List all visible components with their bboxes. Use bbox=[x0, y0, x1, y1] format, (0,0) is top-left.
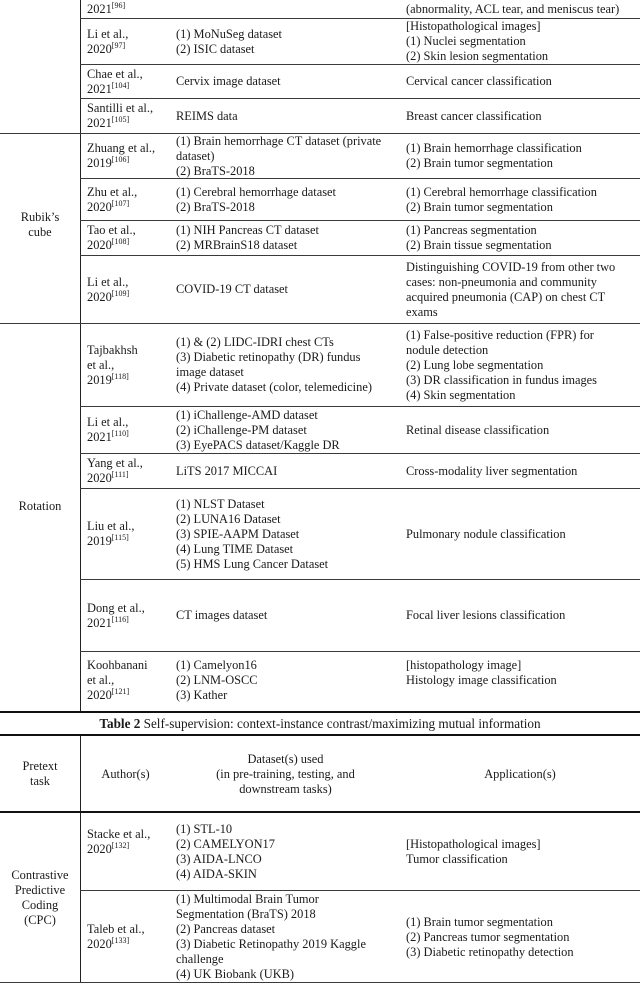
dataset-cell: (1) Multimodal Brain Tumor Segmentation (BraTS) 2018 (2) Pancreas dataset (3) Diabetic Retinopathy 2019 Kaggle challenge (4) UK Biobank (UKB) bbox=[176, 892, 366, 981]
author-cell: 2021[96] bbox=[87, 0, 126, 16]
table-row bbox=[80, 454, 640, 488]
application-cell: Cross-modality liver segmentation bbox=[406, 463, 578, 478]
table-row bbox=[80, 65, 640, 98]
application-cell: (1) Brain hemorrhage classification (2) Brain tumor segmentation bbox=[406, 141, 582, 170]
pretext-task-rotation bbox=[0, 499, 80, 514]
caption-text: Self-supervision: context-instance contrast/maximizing mutual information bbox=[140, 716, 541, 731]
application-cell: [histopathology image] Histology image classification bbox=[406, 658, 557, 687]
task-line: cube bbox=[28, 225, 52, 239]
application-cell: (1) False-positive reduction (FPR) for nodule detection (2) Lung lobe segmentation (3) DR classification in fundus images (4) Skin segmentation bbox=[406, 327, 597, 402]
author-cell: Chae et al., 2021[104] bbox=[87, 66, 143, 96]
task-line: Contrastive bbox=[11, 868, 69, 882]
task-line: Rotation bbox=[18, 499, 62, 513]
table-row bbox=[80, 652, 640, 717]
table-row bbox=[80, 99, 640, 133]
table2-caption bbox=[0, 716, 640, 731]
application-cell: (1) Pancreas segmentation (2) Brain tissue segmentation bbox=[406, 223, 552, 252]
author-cell: Zhuang et al., 2019[106] bbox=[87, 141, 156, 170]
author-cell: Koohbanani et al., 2020[121] bbox=[87, 658, 148, 702]
dataset-cell: COVID-19 CT dataset bbox=[176, 282, 288, 296]
application-cell: (1) Brain tumor segmentation (2) Pancreas tumor segmentation (3) Diabetic retinopathy detection bbox=[406, 914, 574, 959]
pretext-task-cpc bbox=[0, 868, 80, 928]
task-line: Predictive bbox=[14, 883, 66, 897]
dataset-cell: (1) Cerebral hemorrhage dataset (2) BraTS-2018 bbox=[176, 184, 336, 214]
dataset-cell: LiTS 2017 MICCAI bbox=[176, 463, 278, 478]
application-cell: [Histopathological images] Tumor classification bbox=[406, 836, 541, 866]
table-row bbox=[80, 19, 640, 64]
author-cell: Li et al., 2020[109] bbox=[87, 274, 130, 304]
author-cell: Li et al., 2021[110] bbox=[87, 415, 129, 444]
author-cell: Stacke et al., 2020[132] bbox=[87, 827, 151, 856]
table-row bbox=[80, 0, 640, 18]
application-cell: (abnormality, ACL tear, and meniscus tear) bbox=[406, 1, 620, 16]
application-cell: Cervical cancer classification bbox=[406, 74, 552, 88]
table-row bbox=[80, 324, 640, 406]
application-cell: [Histopathological images] (1) Nuclei segmentation (2) Skin lesion segmentation bbox=[406, 19, 549, 63]
application-cell: Pulmonary nodule classification bbox=[406, 526, 566, 541]
dataset-cell: (1) NIH Pancreas CT dataset (2) MRBrainS18 dataset bbox=[176, 223, 319, 252]
dataset-cell: (1) Camelyon16 (2) LNM-OSCC (3) Kather bbox=[176, 658, 258, 702]
dataset-cell: CT images dataset bbox=[176, 608, 268, 622]
author-cell: Yang et al., 2020[111] bbox=[87, 456, 143, 485]
author-cell: Dong et al., 2021[116] bbox=[87, 600, 145, 630]
dataset-cell: (1) & (2) LIDC-IDRI chest CTs (3) Diabetic retinopathy (DR) fundus image dataset (4) Private dataset (color, telemedicine) bbox=[176, 335, 372, 394]
table-row bbox=[80, 179, 640, 220]
application-cell: Focal liver lesions classification bbox=[406, 608, 566, 622]
table-row bbox=[80, 134, 640, 178]
dataset-cell: (1) Brain hemorrhage CT dataset (private dataset) (2) BraTS-2018 bbox=[176, 133, 382, 178]
application-cell: Breast cancer classification bbox=[406, 108, 542, 123]
header-author: Author(s) bbox=[101, 766, 150, 781]
task-line: (CPC) bbox=[24, 913, 56, 927]
author-cell: Li et al., 2020[97] bbox=[87, 26, 129, 56]
author-cell: Tajbakhsh et al., 2019[118] bbox=[87, 342, 138, 387]
author-cell: Tao et al., 2020[108] bbox=[87, 223, 136, 252]
author-cell: Taleb et al., 2020[133] bbox=[87, 922, 145, 951]
table-row bbox=[80, 813, 640, 890]
header-datasets: Dataset(s) used (in pre-training, testing, and downstream tasks) bbox=[216, 751, 355, 796]
table-row bbox=[80, 891, 640, 983]
task-line: Rubik’s bbox=[20, 210, 60, 224]
dataset-cell: REIMS data bbox=[176, 108, 238, 123]
dataset-cell: (1) iChallenge-AMD dataset (2) iChallenge-PM dataset (3) EyePACS dataset/Kaggle DR bbox=[176, 407, 340, 452]
table-row bbox=[80, 580, 640, 651]
application-cell: Distinguishing COVID-19 from other two cases: non-pneumonia and community acquired pneumonia (CAP) on chest CT exams bbox=[406, 259, 616, 319]
application-cell: Retinal disease classification bbox=[406, 422, 550, 437]
header-application: Application(s) bbox=[484, 766, 556, 781]
author-cell: Santilli et al., 2021[105] bbox=[87, 101, 154, 130]
dataset-cell: (1) MoNuSeg dataset (2) ISIC dataset bbox=[176, 26, 282, 56]
caption-label: Table 2 bbox=[99, 716, 141, 731]
dataset-cell: (1) NLST Dataset (2) LUNA16 Dataset (3) SPIE-AAPM Dataset (4) Lung TIME Dataset (5) HMS Lung Cancer Dataset bbox=[176, 496, 329, 571]
table-row bbox=[80, 256, 640, 323]
application-cell: (1) Cerebral hemorrhage classification (2) Brain tumor segmentation bbox=[406, 184, 597, 214]
pretext-task-rubiks-cube bbox=[0, 210, 80, 240]
table-row bbox=[80, 489, 640, 579]
table-row bbox=[80, 407, 640, 453]
dataset-cell: Cervix image dataset bbox=[176, 74, 281, 88]
author-cell: Zhu et al., 2020[107] bbox=[87, 184, 138, 214]
dataset-cell: (1) STL-10 (2) CAMELYON17 (3) AIDA-LNCO (4) AIDA-SKIN bbox=[176, 821, 275, 881]
task-line: Coding bbox=[21, 898, 59, 912]
header-pretext-task: Pretext task bbox=[22, 759, 58, 788]
author-cell: Liu et al., 2019[115] bbox=[87, 519, 135, 548]
table2-header-row bbox=[0, 736, 640, 812]
table-row bbox=[80, 221, 640, 255]
